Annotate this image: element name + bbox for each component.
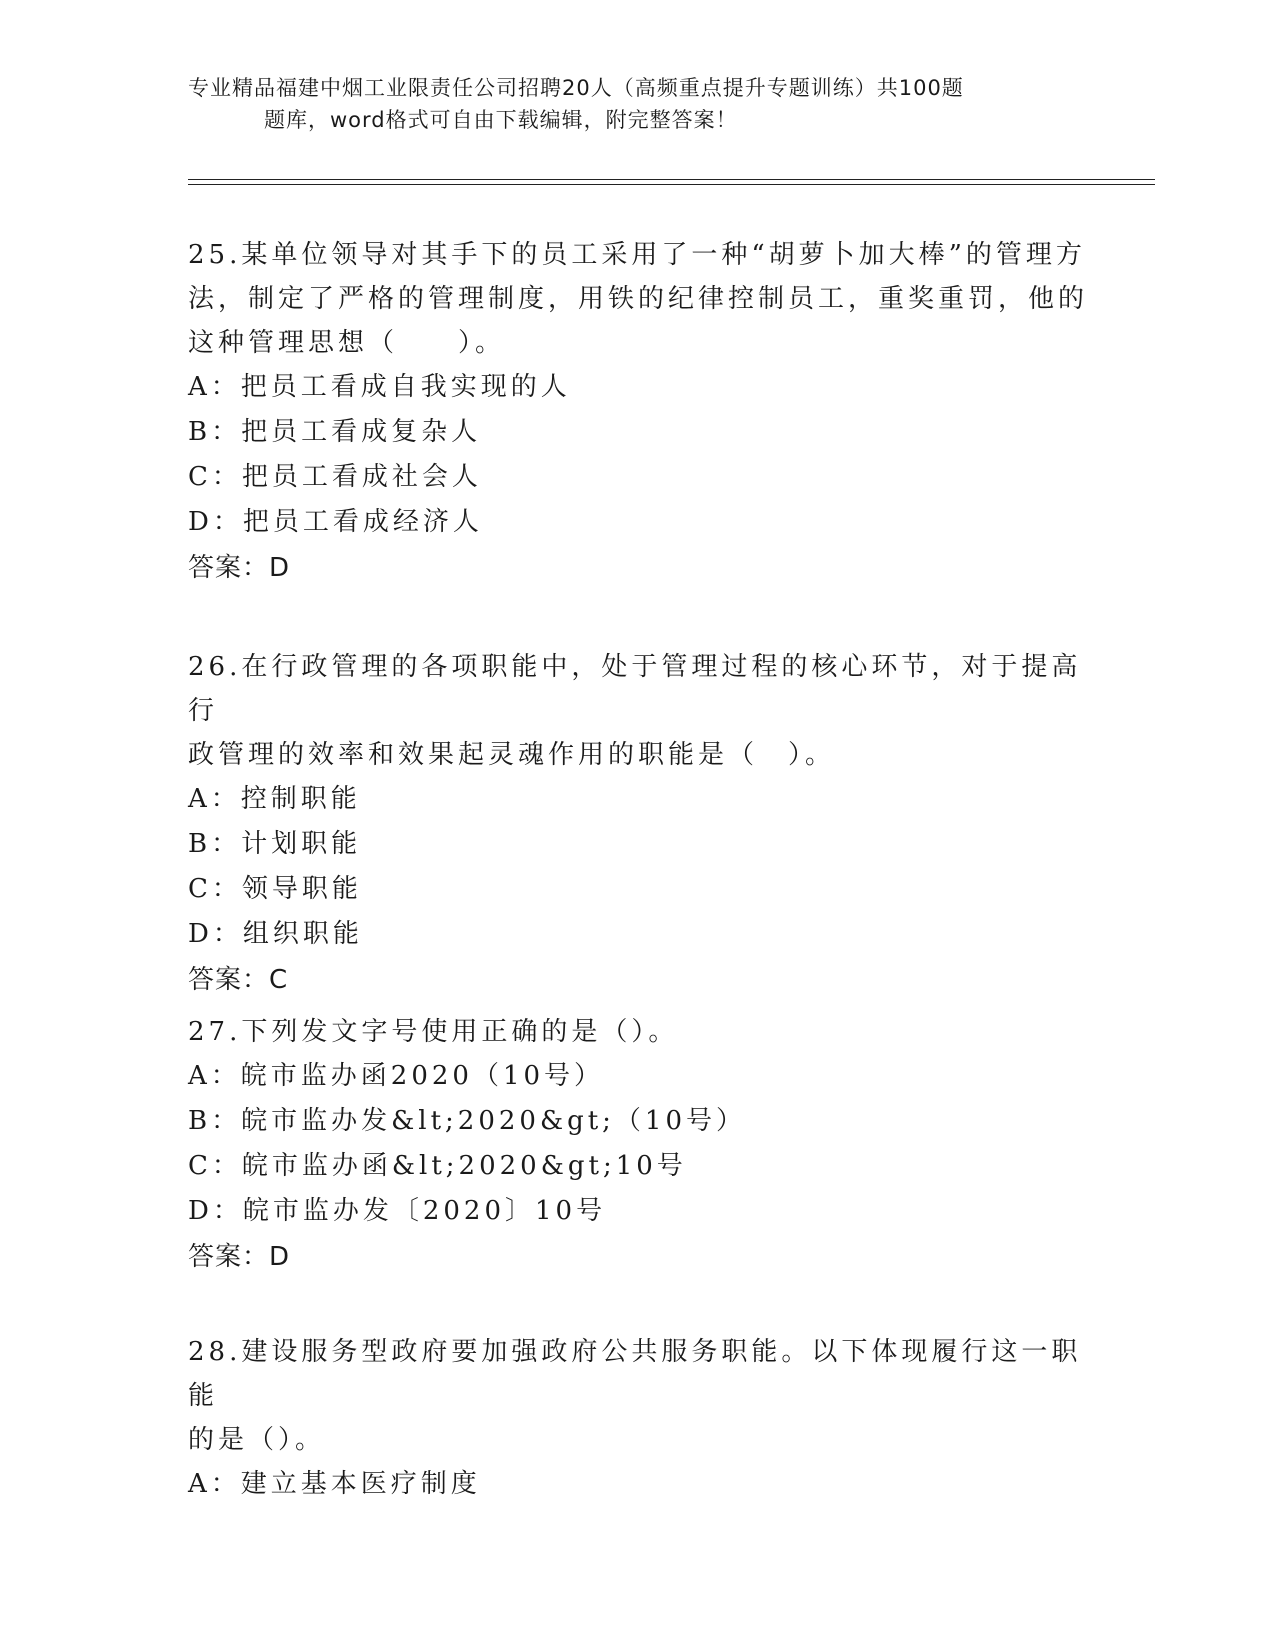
option-c: C：领导职能 — [188, 874, 362, 904]
answer-line: 答案：D — [188, 1242, 291, 1272]
option-c: C：皖市监办函&lt;2020&gt;10号 — [188, 1151, 687, 1181]
question-stem-line: 法，制定了严格的管理制度，用铁的纪律控制员工，重奖重罚，他的 — [188, 284, 1089, 314]
question-26 — [188, 645, 1088, 1003]
question-stem-line: 27.下列发文字号使用正确的是（）。 — [188, 1017, 679, 1047]
header-title-line-1: 专业精品福建中烟工业限责任公司招聘20人（高频重点提升专题训练）共100题 — [188, 76, 964, 100]
option-a: A：把员工看成自我实现的人 — [188, 372, 571, 402]
option-d: D：把员工看成经济人 — [188, 507, 483, 537]
question-stem-line: 26.在行政管理的各项职能中，处于管理过程的核心环节，对于提高行 — [188, 652, 1082, 726]
header-title-line-2: 题库，word格式可自由下载编辑，附完整答案！ — [264, 108, 738, 132]
question-stem-line: 的是（）。 — [188, 1425, 326, 1455]
option-a: A：皖市监办函2020（10号） — [188, 1061, 605, 1091]
document-header — [188, 72, 1088, 136]
question-28 — [188, 1330, 1088, 1507]
option-b: B：皖市监办发&lt;2020&gt;（10号） — [188, 1106, 747, 1136]
option-a: A：建立基本医疗制度 — [188, 1469, 481, 1499]
answer-line: 答案：C — [188, 965, 289, 995]
header-divider-bottom — [188, 184, 1155, 185]
option-d: D：组织职能 — [188, 919, 363, 949]
question-stem-line: 这种管理思想（ ）。 — [188, 328, 506, 358]
question-stem-line: 25.某单位领导对其手下的员工采用了一种“胡萝卜加大棒”的管理方 — [188, 240, 1086, 270]
option-c: C：把员工看成社会人 — [188, 462, 482, 492]
option-b: B：计划职能 — [188, 829, 362, 859]
question-25 — [188, 233, 1088, 591]
option-b: B：把员工看成复杂人 — [188, 417, 482, 447]
answer-line: 答案：D — [188, 553, 291, 583]
header-divider-top — [188, 179, 1155, 180]
option-a: A：控制职能 — [188, 784, 361, 814]
question-27 — [188, 1010, 1088, 1280]
question-stem-line: 政管理的效率和效果起灵魂作用的职能是（ ）。 — [188, 740, 836, 770]
option-d: D：皖市监办发〔2020〕10号 — [188, 1196, 607, 1226]
question-stem-line: 28.建设服务型政府要加强政府公共服务职能。以下体现履行这一职能 — [188, 1337, 1082, 1411]
